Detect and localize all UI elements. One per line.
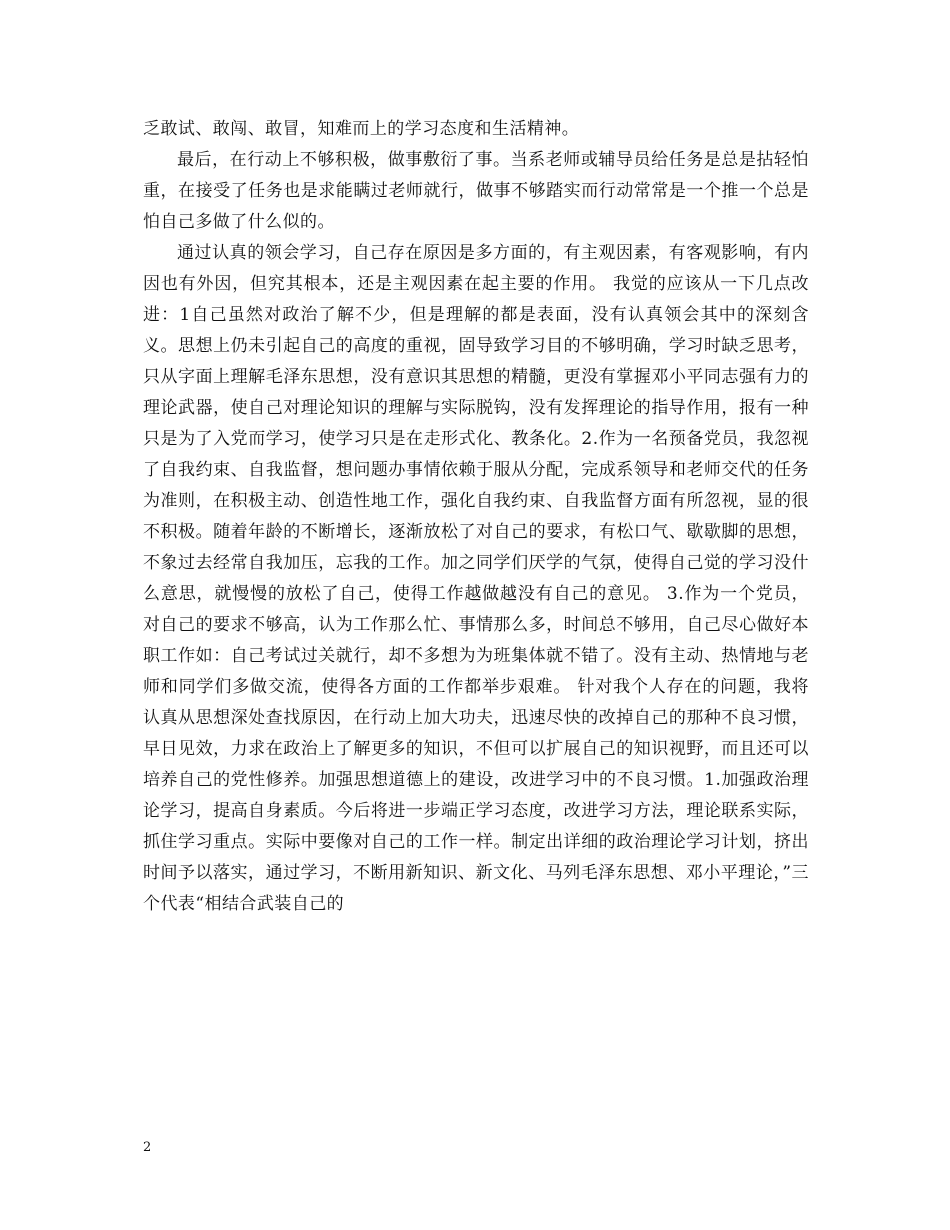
document-body — [143, 114, 809, 920]
page-number: 2 — [143, 1140, 152, 1155]
paragraph-continuation: 乏敢试、敢闯、敢冒，知难而上的学习态度和生活精神。 — [143, 119, 580, 139]
paragraph-analysis: 通过认真的领会学习，自己存在原因是多方面的，有主观因素，有客观影响，有内因也有外因，但究其根本，还是主观因素在起主要的作用。 我觉的应该从一下几点改进：1自己虽然对政治了解不少，但是理解的都是表面，没有认真领会其中的深刻含义。思想上仍未引起自己的高度的重视，固导致学习目的不够明确，学习时缺乏思考，只从字面上理解毛泽东思想，没有意识其思想的精髓，更没有掌握邓小平同志强有力的理论武器，使自己对理论知识的理解与实际脱钩，没有发挥理论的指导作用，报有一种只是为了入党而学习，使学习只是在走形式化、教条化。2.作为一名预备党员，我忽视了自我约束、自我监督，想问题办事情依赖于服从分配，完成系领导和老师交代的任务为准则，在积极主动、创造性地工作，强化自我约束、自我监督方面有所忽视，显的很不积极。随着年龄的不断增长，逐渐放松了对自己的要求，有松口气、歇歇脚的思想，不象过去经常自我加压，忘我的工作。加之同学们厌学的气氛，使得自己觉的学习没什么意思，就慢慢的放松了自己，使得工作越做越没有自己的意见。 3.作为一个党员，对自己的要求不够高，认为工作那么忙、事情那么多，时间总不够用，自己尽心做好本职工作如：自己考试过关就行，却不多想为为班集体就不错了。没有主动、热情地与老师和同学们多做交流，使得各方面的工作都举步艰难。 针对我个人存在的问题，我将认真从思想深处查找原因，在行动上加大功夫，迅速尽快的改掉自己的那种不良习惯，早日见效，力求在政治上了解更多的知识，不但可以扩展自己的知识视野，而且还可以培养自己的党性修养。加强思想道德上的建设，改进学习中的不良习惯。1.加强政治理论学习，提高自身素质。今后将进一步端正学习态度，改进学习方法，理论联系实际，抓住学习重点。实际中要像对自己的工作一样。制定出详细的政治理论学习计划，挤出时间予以落实，通过学习，不断用新知识、新文化、马列毛泽东思想、邓小平理论，”三个代表“相结合武装自己的 — [143, 243, 809, 914]
paragraph-action: 最后，在行动上不够积极，做事敷衍了事。当系老师或辅导员给任务是总是拈轻怕重，在接受了任务也是求能瞒过老师就行，做事不够踏实而行动常常是一个推一个总是怕自己多做了什么似的。 — [143, 150, 809, 232]
